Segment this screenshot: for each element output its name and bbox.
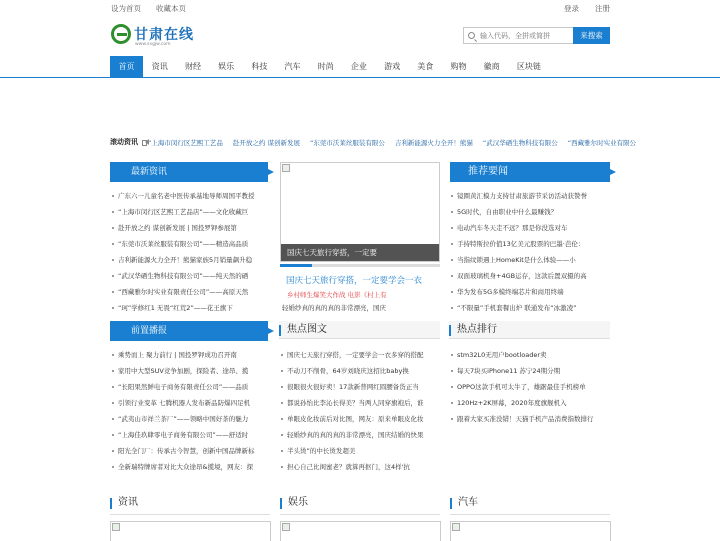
logo-e-icon — [111, 24, 131, 44]
nav-item-fashion[interactable]: 时尚 — [317, 62, 334, 71]
slide-track — [312, 264, 440, 267]
section-news-thumb[interactable] — [110, 521, 271, 541]
forefront-header: 前置播报 — [110, 321, 268, 341]
hot-header: 热点排行 — [449, 321, 610, 339]
bookmark-link[interactable]: 收藏本页 — [156, 4, 186, 13]
list-item[interactable]: 担心自己比闺蜜老？就算再抠门，这4样'抗 — [280, 459, 440, 475]
list-item[interactable]: “珂”学修红1 无畏“红荒2”——花王旗下 — [111, 300, 271, 316]
list-item[interactable]: 单眼皮化妆前后对比图，网友：原来单眼皮化妆 — [280, 411, 440, 427]
latest-news-list — [111, 188, 271, 316]
list-item[interactable]: “西藏雅尔时实业有限责任公司”——高原天然 — [111, 284, 271, 300]
section-news-header[interactable]: 资讯 — [110, 495, 138, 511]
broken-image-icon — [112, 523, 120, 531]
recommend-list — [450, 188, 610, 316]
list-item[interactable]: 国庆七天旅行穿搭，一定要学会一衣多穿的搭配 — [280, 347, 440, 363]
section-entertainment-thumb[interactable] — [280, 521, 441, 541]
list-item[interactable]: 镜圈黄汇模力支持甘肃旅游节采访活动获赞誉 — [450, 188, 610, 204]
nav-item-shopping[interactable]: 购物 — [450, 62, 467, 71]
list-item[interactable]: “上海佳玖肆零电子商务有限公司”——舒适时 — [111, 427, 271, 443]
list-item[interactable]: 引领行业变革 七腾机器人发布新品防爆四足机 — [111, 395, 271, 411]
search-button[interactable]: 来搜索 — [573, 27, 610, 44]
hot-list — [450, 347, 610, 427]
list-item[interactable]: 华为发布5G多模终端芯片和商用终端 — [450, 284, 610, 300]
nav-item-finance[interactable]: 财经 — [184, 62, 201, 71]
section-entertainment-header[interactable]: 娱乐 — [280, 495, 308, 511]
broken-image-icon — [452, 523, 460, 531]
list-item[interactable]: 不动刀不削骨，64岁刘晓庆这招比baby换 — [280, 363, 440, 379]
list-item[interactable]: 120Hz+2K屏幕，2020年度旗舰机入 — [450, 395, 610, 411]
scroll-item[interactable]: 吉利新能源火力全开！熊猫 — [394, 138, 473, 147]
slide-dots — [280, 264, 440, 267]
list-item[interactable]: 阳光全门厂：传承古今智慧，创新中国品牌新标 — [111, 443, 271, 459]
nav-item-auto[interactable]: 汽车 — [284, 62, 301, 71]
feature-slide[interactable] — [280, 162, 440, 262]
list-item[interactable]: 每天7块买iPhone11 苏宁24期分期 — [450, 363, 610, 379]
scroll-item[interactable]: “东莞市沃莱丝服装有限公 — [309, 138, 385, 147]
focus-header: 焦点图文 — [279, 321, 440, 339]
forefront-list — [111, 347, 271, 475]
scroll-item[interactable]: “上海市闵行区艺熙工艺品 — [148, 138, 223, 147]
list-item[interactable]: 手持特斯拉价值13亿美元股票的巴墨·芭伦： — [450, 236, 610, 252]
list-item[interactable]: 当指纹锁遇上HomeKit是什么体验——小 — [450, 252, 610, 268]
feature-desc[interactable]: 乡村师生爆笑大作战 电影《村上有 — [287, 291, 387, 299]
nav-item-tech[interactable]: 科技 — [251, 62, 268, 71]
list-item[interactable]: “上海市闵行区艺熙工艺品店”——文化收藏巨 — [111, 204, 271, 220]
list-item[interactable]: OPPO这款手机可太牛了，雄踞最佳手机榜单 — [450, 379, 610, 395]
scroll-item[interactable]: 赴开放之约 谋创新发展 — [232, 138, 300, 147]
feature-caption: 国庆七天旅行穿搭，一定要 — [281, 244, 439, 261]
top-bar — [0, 0, 720, 14]
list-item[interactable]: 跟着大家买准没错！天猫手机产品消费指数排行 — [450, 411, 610, 427]
search-bar — [463, 27, 610, 44]
nav-item-games[interactable]: 游戏 — [384, 62, 401, 71]
section-divider — [280, 514, 440, 515]
list-item[interactable]: 全新瑞特牌席者对比大众途昂&揽境，网友：探 — [111, 459, 271, 475]
list-item[interactable]: 电动汽车冬天走不远？那是你没选对车 — [450, 220, 610, 236]
section-divider — [110, 514, 270, 515]
search-input[interactable] — [480, 32, 570, 40]
scroll-item[interactable]: “西藏雅尔时实业有限公 — [567, 138, 637, 147]
list-item[interactable]: 赴开放之约 谋创新发展 | 国投罗钾参展第 — [111, 220, 271, 236]
scroll-item[interactable]: “武汉华硒生物科技有限公 — [482, 138, 558, 147]
list-item[interactable]: 都说孙怡比李沁长得美？当两人同穿旗袍后，谁 — [280, 395, 440, 411]
focus-list — [280, 347, 440, 475]
login-link[interactable]: 登录 — [564, 4, 579, 13]
list-item[interactable]: “不限量”手机套餐出炉 联通发布“冰激凌” — [450, 300, 610, 316]
search-icon — [468, 32, 475, 39]
logo-text: 甘肃在线 — [134, 27, 194, 43]
list-item[interactable]: “长阳果然鲜电子商务有限责任公司”——品质 — [111, 379, 271, 395]
list-item[interactable]: 轻婚纱真的真的真的非常漂亮，国庆结婚的快果 — [280, 427, 440, 443]
broken-image-icon — [282, 523, 290, 531]
set-home-link[interactable]: 设为首页 — [111, 4, 141, 13]
main-nav — [0, 56, 720, 78]
section-divider — [450, 514, 610, 515]
nav-item-entertainment[interactable]: 娱乐 — [218, 62, 235, 71]
list-item[interactable]: 很眼很火很好卖！17款新普网红圆腰备货正当 — [280, 379, 440, 395]
list-item[interactable]: 半头烫”的中长烫发超美 — [280, 443, 440, 459]
list-item[interactable]: 广东六一儿童名老中医传承基地导师周国平教授 — [111, 188, 271, 204]
list-item[interactable]: 5G时代，自由职业中什么最赚钱？ — [450, 204, 610, 220]
list-item[interactable]: “武夷山市祥兰茶厂”——领略中国好茶的魅力 — [111, 411, 271, 427]
nav-item-huishang[interactable]: 徽商 — [483, 62, 500, 71]
list-item[interactable]: “武汉华硒生物科技有限公司”——纯天然的硒 — [111, 268, 271, 284]
nav-item-food[interactable]: 美食 — [417, 62, 434, 71]
nav-item-news[interactable]: 资讯 — [151, 62, 168, 71]
search-box — [463, 27, 573, 44]
logo-url: www.sxgjw.com — [135, 42, 171, 47]
slide-dot-active[interactable] — [280, 264, 312, 267]
latest-news-header: 最新资讯 — [110, 162, 268, 182]
list-item[interactable]: 双面玻璃机身+4GB运存，这款后置双摄的高 — [450, 268, 610, 284]
list-item[interactable]: stm32L0无用户bootloader卖 — [450, 347, 610, 363]
list-item[interactable]: “东莞市沃莱丝服装有限公司”——精造高品质 — [111, 236, 271, 252]
feature-line[interactable]: 轻婚纱真的真的真的非常漂亮，国庆 — [282, 304, 386, 312]
list-item[interactable]: 吉利新能源火力全开！熊猫家族5月销量飙升稳 — [111, 252, 271, 268]
nav-item-home[interactable]: 首页 — [110, 56, 143, 78]
feature-title[interactable]: 国庆七天旅行穿搭，一定要学会一衣 — [286, 276, 423, 286]
register-link[interactable]: 注册 — [595, 4, 610, 13]
nav-item-enterprise[interactable]: 企业 — [350, 62, 367, 71]
scrolling-news — [110, 137, 637, 147]
scroll-label: 滚动资讯 — [110, 138, 138, 146]
list-item[interactable]: 家用中大型SUV竞争加剧，探险者、途昂、揽 — [111, 363, 271, 379]
broken-image-icon — [282, 164, 290, 172]
recommend-header: 推荐要闻 — [450, 162, 610, 182]
site-logo[interactable] — [111, 24, 194, 47]
section-auto-header[interactable]: 汽车 — [450, 495, 478, 511]
nav-item-blockchain[interactable]: 区块链 — [516, 62, 541, 71]
list-item[interactable]: 乘势而上 聚力前行 | 国投罗钾成功召开南 — [111, 347, 271, 363]
section-auto-thumb[interactable] — [450, 521, 611, 541]
